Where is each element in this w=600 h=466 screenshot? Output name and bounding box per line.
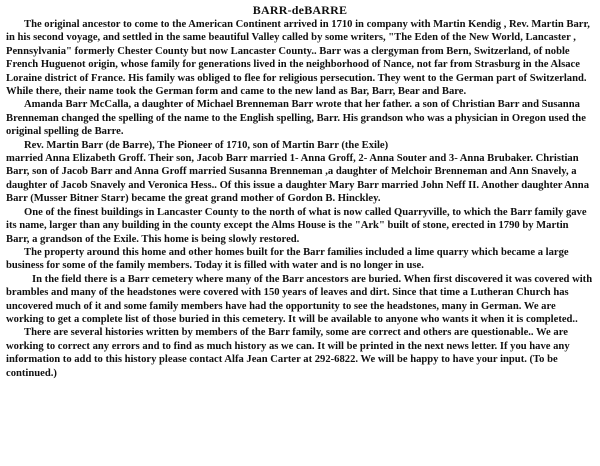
paragraph-cemetery: In the field there is a Barr cemetery where many of the Barr ancestors are buried. When first discovered it was covered with brambles and many of the headstones were covered with 150 years of leaves and dirt. Since that time a Lutheran Church has uncovered much of it and some family members have had the opportunity to see the headstones, many in German. We are working to get a complete list of those buried in this cemetery. It will be available to anyone who wants it when it is completed.. (6, 273, 593, 325)
paragraph-spelling: Amanda Barr McCalla, a daughter of Michael Brenneman Barr wrote that her father. a son of Christian Barr and Susanna Brenneman changed the spelling of the name to the English spelling, Barr. His grandson who was a physician in Oregon used the original spelling de Barre. (6, 99, 586, 138)
paragraph-histories: There are several histories written by members of the Barr family, some are correct and others are questionable.. We are working to correct any errors and to find as much history as we can. It will be printed in the next news letter. If you have any information to add to this history please contact Alfa Jean Carter at 292-6822. We will be happy to have your input. (To be continued.) (6, 327, 570, 379)
paragraph-pioneer: Rev. Martin Barr (de Barre), The Pioneer of 1710, son of Martin Barr (the Exile) (24, 139, 389, 151)
document-body (6, 18, 594, 380)
paragraph-ark: One of the finest buildings in Lancaster County to the north of what is now called Quarryville, to which the Barr family gave its name, larger than any building in the county except the Alms House is the "Ark" built of stone, erected in 1790 by Martin Barr, a grandson of the Exile. This home is being slowly restored. (6, 206, 587, 245)
paragraph-origin: The original ancestor to come to the American Continent arrived in 1710 in company with Martin Kendig , Rev. Martin Barr, in his second voyage, and settled in the same beautiful Valley called by some writers, "The Eden of the New World, Lancaster , Pennsylvania" formerly Chester County but now Lancaster County.. Barr was a clergyman from Bern, Switzerland, of noble French Huguenot origin, whose family for generations lived in the neighborhood of Nance, not far from Strasburg in the Alsace Loraine district of France. His family was obliged to flee for religious persecution. They went to the German part of Switzerland. While there, their name took the German form and came to the new land as Bar, Barr, Bear and Bare. (6, 19, 590, 98)
paragraph-genealogy: married Anna Elizabeth Groff. Their son, Jacob Barr married 1- Anna Groff, 2- Anna Souter and 3- Anna Brubaker. Christian Barr, son of Jacob Barr and Anna Groff married Susanna Brenneman ,a daughter of Melchoir Brenneman and Ann Snavely, a daughter of Jacob Snavely and Veronica Hess.. Of this issue a daughter Mary Barr married John Neff II. Another daughter Anna Barr (Musser Bitner Starr) became the great grand mother of Gordon B. Hinckley. (6, 153, 589, 205)
document-title: BARR-deBARRE (252, 3, 348, 17)
paragraph-quarry: The property around this home and other homes built for the Barr families included a lime quarry which became a large business for some of the family members. Today it is filled with water and is no longer in use. (6, 246, 569, 272)
